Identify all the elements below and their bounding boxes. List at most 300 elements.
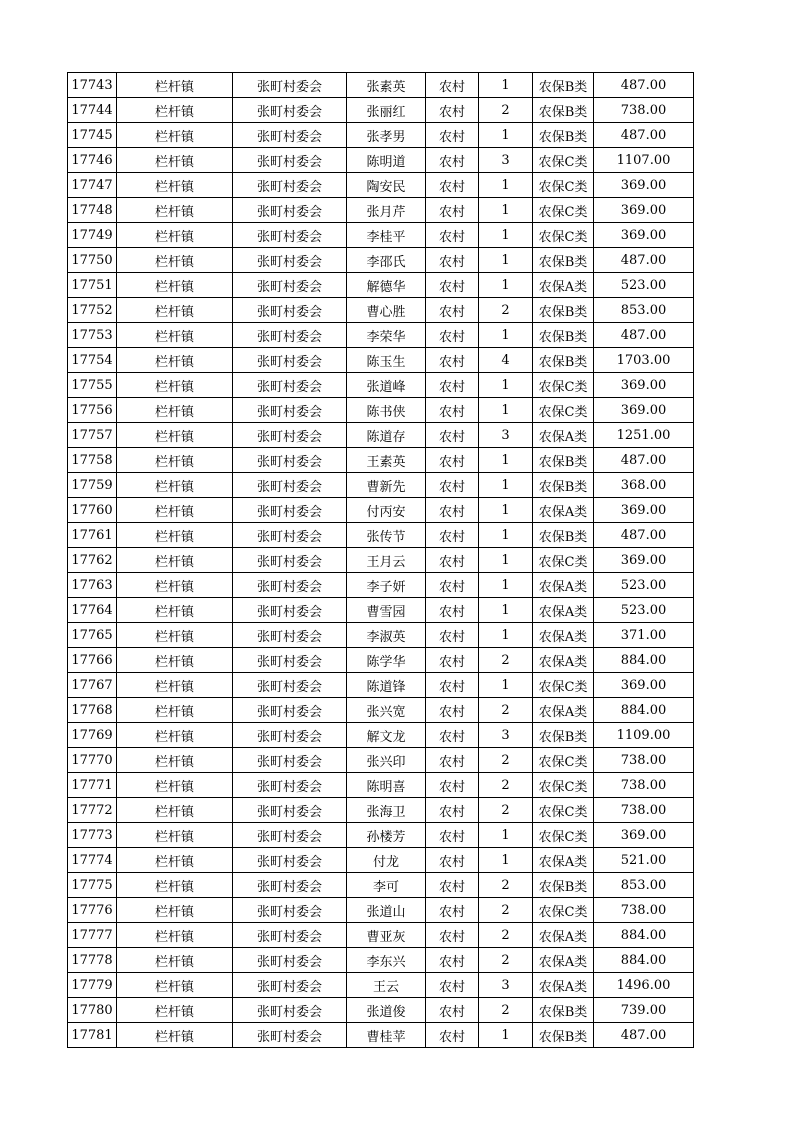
household-type-cell: 农村 xyxy=(426,498,479,523)
village-committee-cell: 张町村委会 xyxy=(233,148,347,173)
insurance-category-cell: 农保B类 xyxy=(533,73,594,98)
name-cell: 张丽红 xyxy=(347,98,426,123)
village-committee-cell: 张町村委会 xyxy=(233,973,347,998)
amount-cell: 1109.00 xyxy=(594,723,694,748)
town-cell: 栏杆镇 xyxy=(117,998,233,1023)
record-id-cell: 17748 xyxy=(68,198,117,223)
town-cell: 栏杆镇 xyxy=(117,298,233,323)
village-committee-cell: 张町村委会 xyxy=(233,798,347,823)
member-count-cell: 1 xyxy=(479,198,533,223)
amount-cell: 1496.00 xyxy=(594,973,694,998)
town-cell: 栏杆镇 xyxy=(117,348,233,373)
village-committee-cell: 张町村委会 xyxy=(233,373,347,398)
amount-cell: 738.00 xyxy=(594,773,694,798)
member-count-cell: 3 xyxy=(479,423,533,448)
household-type-cell: 农村 xyxy=(426,648,479,673)
household-type-cell: 农村 xyxy=(426,323,479,348)
record-id-cell: 17776 xyxy=(68,898,117,923)
amount-cell: 369.00 xyxy=(594,223,694,248)
insurance-category-cell: 农保B类 xyxy=(533,298,594,323)
member-count-cell: 1 xyxy=(479,1023,533,1048)
table-row xyxy=(68,398,694,423)
town-cell: 栏杆镇 xyxy=(117,673,233,698)
village-committee-cell: 张町村委会 xyxy=(233,773,347,798)
household-type-cell: 农村 xyxy=(426,473,479,498)
table-row xyxy=(68,848,694,873)
name-cell: 李子妍 xyxy=(347,573,426,598)
household-type-cell: 农村 xyxy=(426,598,479,623)
member-count-cell: 1 xyxy=(479,223,533,248)
household-type-cell: 农村 xyxy=(426,823,479,848)
member-count-cell: 1 xyxy=(479,848,533,873)
household-type-cell: 农村 xyxy=(426,98,479,123)
town-cell: 栏杆镇 xyxy=(117,98,233,123)
village-committee-cell: 张町村委会 xyxy=(233,623,347,648)
village-committee-cell: 张町村委会 xyxy=(233,1023,347,1048)
record-id-cell: 17751 xyxy=(68,273,117,298)
town-cell: 栏杆镇 xyxy=(117,473,233,498)
amount-cell: 371.00 xyxy=(594,623,694,648)
household-type-cell: 农村 xyxy=(426,198,479,223)
table-row xyxy=(68,998,694,1023)
amount-cell: 369.00 xyxy=(594,373,694,398)
table-row xyxy=(68,123,694,148)
village-committee-cell: 张町村委会 xyxy=(233,573,347,598)
name-cell: 解德华 xyxy=(347,273,426,298)
town-cell: 栏杆镇 xyxy=(117,498,233,523)
name-cell: 付丙安 xyxy=(347,498,426,523)
insurance-category-cell: 农保C类 xyxy=(533,223,594,248)
amount-cell: 368.00 xyxy=(594,473,694,498)
record-id-cell: 17768 xyxy=(68,698,117,723)
table-row xyxy=(68,223,694,248)
household-type-cell: 农村 xyxy=(426,123,479,148)
member-count-cell: 1 xyxy=(479,123,533,148)
amount-cell: 884.00 xyxy=(594,923,694,948)
household-type-cell: 农村 xyxy=(426,973,479,998)
household-type-cell: 农村 xyxy=(426,923,479,948)
name-cell: 曹雪园 xyxy=(347,598,426,623)
amount-cell: 523.00 xyxy=(594,598,694,623)
member-count-cell: 3 xyxy=(479,148,533,173)
member-count-cell: 1 xyxy=(479,573,533,598)
village-committee-cell: 张町村委会 xyxy=(233,448,347,473)
insurance-category-cell: 农保B类 xyxy=(533,348,594,373)
amount-cell: 1703.00 xyxy=(594,348,694,373)
town-cell: 栏杆镇 xyxy=(117,648,233,673)
table-row xyxy=(68,448,694,473)
household-type-cell: 农村 xyxy=(426,673,479,698)
insurance-category-cell: 农保A类 xyxy=(533,498,594,523)
insurance-category-cell: 农保C类 xyxy=(533,898,594,923)
member-count-cell: 2 xyxy=(479,798,533,823)
table-row xyxy=(68,198,694,223)
record-id-cell: 17770 xyxy=(68,748,117,773)
village-committee-cell: 张町村委会 xyxy=(233,823,347,848)
insurance-category-cell: 农保B类 xyxy=(533,998,594,1023)
record-id-cell: 17752 xyxy=(68,298,117,323)
table-row xyxy=(68,98,694,123)
town-cell: 栏杆镇 xyxy=(117,823,233,848)
insurance-category-cell: 农保A类 xyxy=(533,423,594,448)
name-cell: 曹亚灰 xyxy=(347,923,426,948)
record-id-cell: 17750 xyxy=(68,248,117,273)
household-type-cell: 农村 xyxy=(426,948,479,973)
town-cell: 栏杆镇 xyxy=(117,523,233,548)
village-committee-cell: 张町村委会 xyxy=(233,698,347,723)
name-cell: 李可 xyxy=(347,873,426,898)
household-type-cell: 农村 xyxy=(426,523,479,548)
table-row xyxy=(68,523,694,548)
amount-cell: 369.00 xyxy=(594,398,694,423)
record-id-cell: 17754 xyxy=(68,348,117,373)
town-cell: 栏杆镇 xyxy=(117,698,233,723)
household-type-cell: 农村 xyxy=(426,873,479,898)
town-cell: 栏杆镇 xyxy=(117,923,233,948)
record-id-cell: 17755 xyxy=(68,373,117,398)
town-cell: 栏杆镇 xyxy=(117,723,233,748)
table-row xyxy=(68,923,694,948)
village-committee-cell: 张町村委会 xyxy=(233,198,347,223)
household-type-cell: 农村 xyxy=(426,298,479,323)
insurance-category-cell: 农保B类 xyxy=(533,448,594,473)
insurance-category-cell: 农保A类 xyxy=(533,848,594,873)
table-row xyxy=(68,798,694,823)
insurance-category-cell: 农保C类 xyxy=(533,373,594,398)
village-committee-cell: 张町村委会 xyxy=(233,73,347,98)
record-id-cell: 17772 xyxy=(68,798,117,823)
record-id-cell: 17763 xyxy=(68,573,117,598)
table-row xyxy=(68,473,694,498)
insurance-category-cell: 农保A类 xyxy=(533,273,594,298)
insurance-category-cell: 农保A类 xyxy=(533,648,594,673)
record-id-cell: 17749 xyxy=(68,223,117,248)
member-count-cell: 4 xyxy=(479,348,533,373)
member-count-cell: 1 xyxy=(479,473,533,498)
record-id-cell: 17759 xyxy=(68,473,117,498)
household-type-cell: 农村 xyxy=(426,373,479,398)
insurance-category-cell: 农保A类 xyxy=(533,698,594,723)
insurance-category-cell: 农保C类 xyxy=(533,798,594,823)
table-row xyxy=(68,773,694,798)
table-row xyxy=(68,173,694,198)
household-type-cell: 农村 xyxy=(426,998,479,1023)
town-cell: 栏杆镇 xyxy=(117,373,233,398)
name-cell: 陈明道 xyxy=(347,148,426,173)
village-committee-cell: 张町村委会 xyxy=(233,398,347,423)
table-row xyxy=(68,748,694,773)
member-count-cell: 1 xyxy=(479,673,533,698)
record-id-cell: 17765 xyxy=(68,623,117,648)
table-row xyxy=(68,723,694,748)
member-count-cell: 2 xyxy=(479,748,533,773)
record-id-cell: 17771 xyxy=(68,773,117,798)
village-committee-cell: 张町村委会 xyxy=(233,423,347,448)
amount-cell: 738.00 xyxy=(594,98,694,123)
member-count-cell: 1 xyxy=(479,373,533,398)
name-cell: 李荣华 xyxy=(347,323,426,348)
insurance-category-cell: 农保B类 xyxy=(533,723,594,748)
table-row xyxy=(68,248,694,273)
village-committee-cell: 张町村委会 xyxy=(233,273,347,298)
village-committee-cell: 张町村委会 xyxy=(233,998,347,1023)
household-type-cell: 农村 xyxy=(426,223,479,248)
table-row xyxy=(68,823,694,848)
household-type-cell: 农村 xyxy=(426,723,479,748)
amount-cell: 369.00 xyxy=(594,673,694,698)
insurance-category-cell: 农保A类 xyxy=(533,623,594,648)
town-cell: 栏杆镇 xyxy=(117,448,233,473)
member-count-cell: 1 xyxy=(479,73,533,98)
insurance-category-cell: 农保B类 xyxy=(533,523,594,548)
town-cell: 栏杆镇 xyxy=(117,898,233,923)
table-row xyxy=(68,148,694,173)
table-row xyxy=(68,673,694,698)
town-cell: 栏杆镇 xyxy=(117,598,233,623)
amount-cell: 487.00 xyxy=(594,323,694,348)
name-cell: 曹桂苹 xyxy=(347,1023,426,1048)
village-committee-cell: 张町村委会 xyxy=(233,848,347,873)
insurance-category-cell: 农保C类 xyxy=(533,673,594,698)
household-type-cell: 农村 xyxy=(426,698,479,723)
town-cell: 栏杆镇 xyxy=(117,748,233,773)
insurance-category-cell: 农保B类 xyxy=(533,123,594,148)
insurance-category-cell: 农保A类 xyxy=(533,573,594,598)
village-committee-cell: 张町村委会 xyxy=(233,523,347,548)
household-type-cell: 农村 xyxy=(426,173,479,198)
village-committee-cell: 张町村委会 xyxy=(233,323,347,348)
record-id-cell: 17773 xyxy=(68,823,117,848)
household-type-cell: 农村 xyxy=(426,398,479,423)
insurance-category-cell: 农保C类 xyxy=(533,398,594,423)
insurance-category-cell: 农保B类 xyxy=(533,473,594,498)
household-type-cell: 农村 xyxy=(426,623,479,648)
member-count-cell: 2 xyxy=(479,873,533,898)
town-cell: 栏杆镇 xyxy=(117,223,233,248)
member-count-cell: 2 xyxy=(479,923,533,948)
record-id-cell: 17747 xyxy=(68,173,117,198)
member-count-cell: 2 xyxy=(479,298,533,323)
amount-cell: 1107.00 xyxy=(594,148,694,173)
village-committee-cell: 张町村委会 xyxy=(233,498,347,523)
name-cell: 陈明喜 xyxy=(347,773,426,798)
member-count-cell: 3 xyxy=(479,973,533,998)
household-type-cell: 农村 xyxy=(426,348,479,373)
member-count-cell: 1 xyxy=(479,173,533,198)
member-count-cell: 1 xyxy=(479,823,533,848)
town-cell: 栏杆镇 xyxy=(117,248,233,273)
amount-cell: 523.00 xyxy=(594,573,694,598)
town-cell: 栏杆镇 xyxy=(117,123,233,148)
name-cell: 张孝男 xyxy=(347,123,426,148)
insurance-category-cell: 农保B类 xyxy=(533,873,594,898)
member-count-cell: 1 xyxy=(479,248,533,273)
record-id-cell: 17744 xyxy=(68,98,117,123)
record-id-cell: 17760 xyxy=(68,498,117,523)
table-body xyxy=(68,73,694,1048)
amount-cell: 884.00 xyxy=(594,698,694,723)
amount-cell: 369.00 xyxy=(594,198,694,223)
table-row xyxy=(68,948,694,973)
name-cell: 陈学华 xyxy=(347,648,426,673)
town-cell: 栏杆镇 xyxy=(117,1023,233,1048)
village-committee-cell: 张町村委会 xyxy=(233,648,347,673)
name-cell: 张素英 xyxy=(347,73,426,98)
town-cell: 栏杆镇 xyxy=(117,423,233,448)
record-id-cell: 17764 xyxy=(68,598,117,623)
table-row xyxy=(68,698,694,723)
village-committee-cell: 张町村委会 xyxy=(233,548,347,573)
town-cell: 栏杆镇 xyxy=(117,773,233,798)
name-cell: 张道俊 xyxy=(347,998,426,1023)
insurance-category-cell: 农保C类 xyxy=(533,148,594,173)
table-row xyxy=(68,1023,694,1048)
town-cell: 栏杆镇 xyxy=(117,273,233,298)
name-cell: 解文龙 xyxy=(347,723,426,748)
table-row xyxy=(68,898,694,923)
name-cell: 付龙 xyxy=(347,848,426,873)
name-cell: 张道峰 xyxy=(347,373,426,398)
village-committee-cell: 张町村委会 xyxy=(233,98,347,123)
member-count-cell: 1 xyxy=(479,598,533,623)
member-count-cell: 2 xyxy=(479,648,533,673)
amount-cell: 487.00 xyxy=(594,123,694,148)
village-committee-cell: 张町村委会 xyxy=(233,298,347,323)
town-cell: 栏杆镇 xyxy=(117,848,233,873)
insurance-category-cell: 农保A类 xyxy=(533,923,594,948)
record-id-cell: 17778 xyxy=(68,948,117,973)
insurance-category-cell: 农保A类 xyxy=(533,973,594,998)
record-id-cell: 17774 xyxy=(68,848,117,873)
record-id-cell: 17775 xyxy=(68,873,117,898)
member-count-cell: 1 xyxy=(479,273,533,298)
member-count-cell: 1 xyxy=(479,523,533,548)
member-count-cell: 1 xyxy=(479,398,533,423)
household-type-cell: 农村 xyxy=(426,148,479,173)
household-type-cell: 农村 xyxy=(426,748,479,773)
insurance-category-cell: 农保B类 xyxy=(533,98,594,123)
name-cell: 陈道存 xyxy=(347,423,426,448)
member-count-cell: 2 xyxy=(479,948,533,973)
insurance-category-cell: 农保C类 xyxy=(533,823,594,848)
record-id-cell: 17758 xyxy=(68,448,117,473)
table-row xyxy=(68,598,694,623)
village-committee-cell: 张町村委会 xyxy=(233,723,347,748)
table-row xyxy=(68,623,694,648)
record-id-cell: 17753 xyxy=(68,323,117,348)
village-committee-cell: 张町村委会 xyxy=(233,123,347,148)
table-row xyxy=(68,873,694,898)
table-row xyxy=(68,73,694,98)
member-count-cell: 3 xyxy=(479,723,533,748)
town-cell: 栏杆镇 xyxy=(117,398,233,423)
town-cell: 栏杆镇 xyxy=(117,198,233,223)
name-cell: 李邵氏 xyxy=(347,248,426,273)
town-cell: 栏杆镇 xyxy=(117,948,233,973)
village-committee-cell: 张町村委会 xyxy=(233,348,347,373)
record-id-cell: 17779 xyxy=(68,973,117,998)
village-committee-cell: 张町村委会 xyxy=(233,223,347,248)
amount-cell: 523.00 xyxy=(594,273,694,298)
amount-cell: 738.00 xyxy=(594,898,694,923)
household-type-cell: 农村 xyxy=(426,773,479,798)
table-row xyxy=(68,973,694,998)
insurance-category-cell: 农保C类 xyxy=(533,548,594,573)
amount-cell: 853.00 xyxy=(594,873,694,898)
amount-cell: 487.00 xyxy=(594,523,694,548)
town-cell: 栏杆镇 xyxy=(117,548,233,573)
amount-cell: 487.00 xyxy=(594,73,694,98)
amount-cell: 369.00 xyxy=(594,173,694,198)
household-type-cell: 农村 xyxy=(426,423,479,448)
amount-cell: 739.00 xyxy=(594,998,694,1023)
record-id-cell: 17762 xyxy=(68,548,117,573)
table-row xyxy=(68,273,694,298)
table-row xyxy=(68,348,694,373)
name-cell: 曹新先 xyxy=(347,473,426,498)
insurance-category-cell: 农保A类 xyxy=(533,598,594,623)
record-id-cell: 17743 xyxy=(68,73,117,98)
name-cell: 曹心胜 xyxy=(347,298,426,323)
amount-cell: 521.00 xyxy=(594,848,694,873)
amount-cell: 487.00 xyxy=(594,1023,694,1048)
town-cell: 栏杆镇 xyxy=(117,873,233,898)
amount-cell: 884.00 xyxy=(594,948,694,973)
insurance-category-cell: 农保C类 xyxy=(533,173,594,198)
member-count-cell: 1 xyxy=(479,323,533,348)
member-count-cell: 2 xyxy=(479,998,533,1023)
village-committee-cell: 张町村委会 xyxy=(233,923,347,948)
village-committee-cell: 张町村委会 xyxy=(233,473,347,498)
insurance-category-cell: 农保B类 xyxy=(533,248,594,273)
table-row xyxy=(68,573,694,598)
member-count-cell: 2 xyxy=(479,698,533,723)
record-id-cell: 17781 xyxy=(68,1023,117,1048)
town-cell: 栏杆镇 xyxy=(117,73,233,98)
village-committee-cell: 张町村委会 xyxy=(233,948,347,973)
name-cell: 张海卫 xyxy=(347,798,426,823)
insurance-category-cell: 农保C类 xyxy=(533,773,594,798)
records-table xyxy=(67,72,694,1048)
name-cell: 王素英 xyxy=(347,448,426,473)
town-cell: 栏杆镇 xyxy=(117,573,233,598)
name-cell: 张兴宽 xyxy=(347,698,426,723)
amount-cell: 369.00 xyxy=(594,548,694,573)
insurance-category-cell: 农保A类 xyxy=(533,948,594,973)
amount-cell: 369.00 xyxy=(594,823,694,848)
record-id-cell: 17767 xyxy=(68,673,117,698)
member-count-cell: 2 xyxy=(479,773,533,798)
name-cell: 张兴印 xyxy=(347,748,426,773)
village-committee-cell: 张町村委会 xyxy=(233,748,347,773)
village-committee-cell: 张町村委会 xyxy=(233,173,347,198)
household-type-cell: 农村 xyxy=(426,448,479,473)
name-cell: 王云 xyxy=(347,973,426,998)
name-cell: 张传节 xyxy=(347,523,426,548)
table-row xyxy=(68,648,694,673)
table-row xyxy=(68,548,694,573)
record-id-cell: 17769 xyxy=(68,723,117,748)
member-count-cell: 1 xyxy=(479,498,533,523)
household-type-cell: 农村 xyxy=(426,898,479,923)
name-cell: 张月芹 xyxy=(347,198,426,223)
town-cell: 栏杆镇 xyxy=(117,148,233,173)
name-cell: 李桂平 xyxy=(347,223,426,248)
name-cell: 陶安民 xyxy=(347,173,426,198)
record-id-cell: 17761 xyxy=(68,523,117,548)
member-count-cell: 1 xyxy=(479,548,533,573)
record-id-cell: 17756 xyxy=(68,398,117,423)
